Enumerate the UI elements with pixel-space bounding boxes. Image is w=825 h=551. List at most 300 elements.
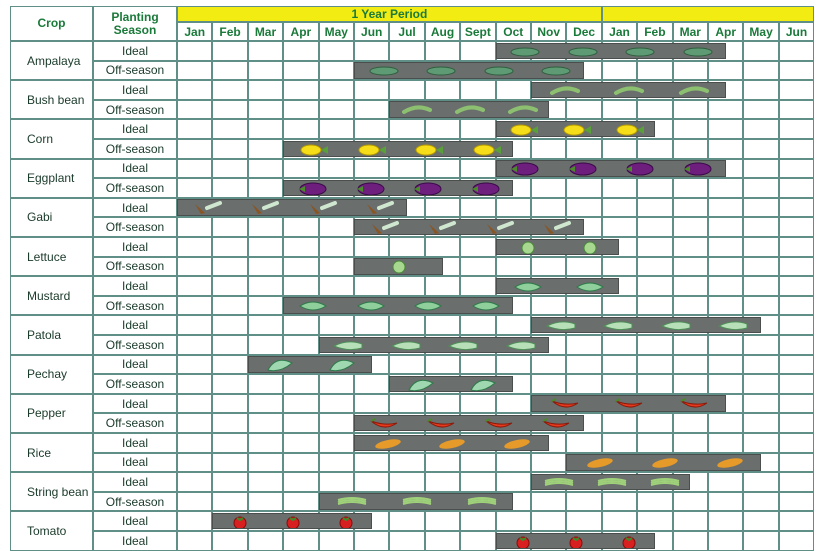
grid-cell	[460, 511, 495, 531]
eggplant-icon	[509, 161, 541, 177]
grid-cell	[425, 315, 460, 335]
crop-name-rice: Rice	[10, 433, 93, 472]
grid-cell	[743, 374, 778, 394]
ampalaya-icon	[567, 44, 599, 60]
grid-cell	[177, 178, 212, 198]
grid-cell	[496, 472, 531, 492]
grid-cell	[779, 198, 814, 218]
bean-pod-icon	[613, 83, 645, 99]
eggplant-icon	[470, 181, 502, 197]
grid-cell	[673, 413, 708, 433]
season-bar-rice-2	[566, 454, 761, 471]
grid-cell	[779, 100, 814, 120]
grid-cell	[779, 335, 814, 355]
season-bar-tomato-2	[496, 533, 655, 550]
pepper-icon	[483, 416, 515, 432]
grid-cell	[460, 355, 495, 375]
grid-cell	[602, 217, 637, 237]
grid-cell	[389, 315, 424, 335]
grid-cell	[779, 531, 814, 551]
eggplant-icon	[624, 161, 656, 177]
grid-cell	[602, 374, 637, 394]
grid-cell	[637, 296, 672, 316]
grid-cell	[779, 453, 814, 473]
grid-cell	[460, 198, 495, 218]
grid-cell	[779, 41, 814, 61]
grid-cell	[177, 335, 212, 355]
grid-cell	[743, 178, 778, 198]
gabi-icon	[248, 200, 280, 216]
grid-cell	[708, 119, 743, 139]
season-label-gabi-2: Off-season	[93, 217, 177, 237]
grid-cell	[566, 374, 601, 394]
season-label-mustard-1: Ideal	[93, 276, 177, 296]
grid-cell	[637, 198, 672, 218]
month-header-12: Dec	[566, 22, 601, 41]
grid-cell	[566, 178, 601, 198]
season-bar-string-bean-1	[531, 474, 690, 491]
grid-cell	[248, 159, 283, 179]
grid-cell	[283, 433, 318, 453]
grid-cell	[248, 119, 283, 139]
grid-cell	[212, 492, 247, 512]
grid-cell	[389, 119, 424, 139]
grid-cell	[248, 433, 283, 453]
grid-cell	[177, 61, 212, 81]
grid-cell	[248, 315, 283, 335]
grid-cell	[708, 139, 743, 159]
season-label-gabi-1: Ideal	[93, 198, 177, 218]
crop-name-pechay: Pechay	[10, 355, 93, 394]
corn-icon	[412, 142, 444, 158]
grid-cell	[283, 61, 318, 81]
grid-cell	[637, 100, 672, 120]
grid-cell	[389, 276, 424, 296]
month-header-9: Sept	[460, 22, 495, 41]
season-bar-bush-bean-2	[389, 101, 548, 118]
grid-cell	[425, 531, 460, 551]
gabi-icon	[191, 200, 223, 216]
grid-cell	[319, 433, 354, 453]
grid-cell	[743, 61, 778, 81]
crop-name-gabi: Gabi	[10, 198, 93, 237]
grid-cell	[708, 433, 743, 453]
grid-cell	[566, 139, 601, 159]
grid-cell	[637, 511, 672, 531]
month-header-8: Aug	[425, 22, 460, 41]
gabi-icon	[368, 220, 400, 236]
month-header-14: Feb	[637, 22, 672, 41]
grid-cell	[460, 159, 495, 179]
grid-cell	[248, 453, 283, 473]
grid-cell	[354, 41, 389, 61]
mustard-icon	[412, 298, 444, 314]
grid-cell	[602, 413, 637, 433]
ampalaya-icon	[483, 63, 515, 79]
tomato-icon	[507, 534, 539, 550]
grid-cell	[743, 335, 778, 355]
grid-cell	[743, 511, 778, 531]
grid-cell	[779, 296, 814, 316]
grid-cell	[212, 139, 247, 159]
grid-cell	[212, 374, 247, 394]
rice-grain-icon	[372, 436, 404, 452]
crop-column-header: Crop	[10, 6, 93, 41]
grid-cell	[283, 394, 318, 414]
month-header-11: Nov	[531, 22, 566, 41]
grid-cell	[319, 257, 354, 277]
eggplant-icon	[682, 161, 714, 177]
grid-cell	[248, 531, 283, 551]
planting-season-header-line1: Planting	[111, 9, 159, 24]
grid-cell	[779, 355, 814, 375]
mustard-icon	[574, 279, 606, 295]
grid-cell	[425, 237, 460, 257]
season-bar-corn-1	[496, 121, 655, 138]
grid-cell	[460, 80, 495, 100]
month-header-2: Feb	[212, 22, 247, 41]
season-label-pechay-1: Ideal	[93, 355, 177, 375]
grid-cell	[354, 276, 389, 296]
grid-cell	[283, 531, 318, 551]
grid-cell	[708, 217, 743, 237]
grid-cell	[779, 315, 814, 335]
grid-cell	[177, 159, 212, 179]
grid-cell	[283, 80, 318, 100]
crop-name-pepper: Pepper	[10, 394, 93, 433]
grid-cell	[708, 335, 743, 355]
grid-cell	[389, 41, 424, 61]
grid-cell	[531, 374, 566, 394]
pechay-icon	[467, 377, 499, 393]
grid-cell	[460, 276, 495, 296]
grid-cell	[602, 257, 637, 277]
grid-cell	[177, 433, 212, 453]
grid-cell	[708, 198, 743, 218]
season-bar-corn-2	[283, 141, 513, 158]
grid-cell	[248, 374, 283, 394]
grid-cell	[637, 433, 672, 453]
grid-cell	[708, 511, 743, 531]
grid-cell	[212, 159, 247, 179]
crop-name-string-bean: String bean	[10, 472, 93, 511]
crop-name-ampalaya: Ampalaya	[10, 41, 93, 80]
bean-pod-icon	[454, 102, 486, 118]
patola-icon	[717, 318, 749, 334]
mustard-icon	[355, 298, 387, 314]
grid-cell	[673, 119, 708, 139]
grid-cell	[389, 237, 424, 257]
grid-cell	[496, 198, 531, 218]
mustard-icon	[470, 298, 502, 314]
grid-cell	[531, 178, 566, 198]
grid-cell	[531, 296, 566, 316]
lettuce-icon	[512, 240, 544, 256]
grid-cell	[177, 276, 212, 296]
rice-grain-icon	[649, 455, 681, 471]
grid-cell	[673, 178, 708, 198]
grid-cell	[673, 296, 708, 316]
grid-cell	[637, 335, 672, 355]
grid-cell	[248, 276, 283, 296]
grid-cell	[248, 413, 283, 433]
grid-cell	[637, 276, 672, 296]
eggplant-icon	[567, 161, 599, 177]
crop-name-corn: Corn	[10, 119, 93, 158]
grid-cell	[743, 139, 778, 159]
grid-cell	[283, 159, 318, 179]
grid-cell	[708, 237, 743, 257]
corn-icon	[470, 142, 502, 158]
season-bar-eggplant-1	[496, 160, 726, 177]
grid-cell	[673, 374, 708, 394]
grid-cell	[708, 257, 743, 277]
grid-cell	[460, 453, 495, 473]
grid-cell	[319, 315, 354, 335]
grid-cell	[602, 355, 637, 375]
grid-cell	[743, 41, 778, 61]
grid-cell	[248, 41, 283, 61]
corn-icon	[507, 122, 539, 138]
grid-cell	[779, 492, 814, 512]
grid-cell	[743, 276, 778, 296]
grid-cell	[779, 433, 814, 453]
grid-cell	[177, 492, 212, 512]
grid-cell	[319, 119, 354, 139]
season-label-bush-bean-2: Off-season	[93, 100, 177, 120]
string-bean-icon	[336, 494, 368, 510]
crop-name-bush-bean: Bush bean	[10, 80, 93, 119]
grid-cell	[319, 61, 354, 81]
grid-cell	[566, 296, 601, 316]
grid-cell	[708, 413, 743, 433]
season-bar-bush-bean-1	[531, 82, 726, 99]
grid-cell	[673, 531, 708, 551]
grid-cell	[673, 355, 708, 375]
season-label-patola-1: Ideal	[93, 315, 177, 335]
tomato-icon	[613, 534, 645, 550]
patola-icon	[545, 318, 577, 334]
grid-cell	[743, 217, 778, 237]
grid-cell	[673, 335, 708, 355]
grid-cell	[212, 355, 247, 375]
grid-cell	[566, 257, 601, 277]
grid-cell	[743, 433, 778, 453]
grid-cell	[283, 413, 318, 433]
grid-cell	[531, 257, 566, 277]
mustard-icon	[512, 279, 544, 295]
grid-cell	[637, 237, 672, 257]
grid-cell	[779, 178, 814, 198]
patola-icon	[602, 318, 634, 334]
rice-grain-icon	[501, 436, 533, 452]
grid-cell	[283, 41, 318, 61]
season-label-bush-bean-1: Ideal	[93, 80, 177, 100]
rice-grain-icon	[714, 455, 746, 471]
crop-name-lettuce: Lettuce	[10, 237, 93, 276]
mustard-icon	[297, 298, 329, 314]
grid-cell	[212, 453, 247, 473]
grid-cell	[602, 61, 637, 81]
gabi-icon	[425, 220, 457, 236]
grid-cell	[779, 511, 814, 531]
grid-cell	[354, 453, 389, 473]
season-label-rice-2: Ideal	[93, 453, 177, 473]
grid-cell	[673, 511, 708, 531]
grid-cell	[708, 100, 743, 120]
grid-cell	[673, 237, 708, 257]
season-bar-tomato-1	[212, 513, 371, 530]
string-bean-icon	[466, 494, 498, 510]
grid-cell	[566, 198, 601, 218]
patola-icon	[505, 338, 537, 354]
patola-icon	[332, 338, 364, 354]
season-label-lettuce-1: Ideal	[93, 237, 177, 257]
grid-cell	[389, 531, 424, 551]
grid-cell	[743, 159, 778, 179]
grid-cell	[212, 237, 247, 257]
grid-cell	[354, 100, 389, 120]
grid-cell	[283, 237, 318, 257]
grid-cell	[212, 178, 247, 198]
pepper-icon	[678, 396, 710, 412]
grid-cell	[212, 61, 247, 81]
season-bar-ampalaya-2	[354, 62, 584, 79]
grid-cell	[779, 257, 814, 277]
grid-cell	[496, 453, 531, 473]
grid-cell	[248, 394, 283, 414]
grid-cell	[283, 453, 318, 473]
grid-cell	[425, 453, 460, 473]
grid-cell	[425, 41, 460, 61]
grid-cell	[602, 139, 637, 159]
month-header-5: May	[319, 22, 354, 41]
season-label-corn-1: Ideal	[93, 119, 177, 139]
grid-cell	[319, 159, 354, 179]
grid-cell	[460, 531, 495, 551]
crop-name-eggplant: Eggplant	[10, 159, 93, 198]
lettuce-icon	[574, 240, 606, 256]
corn-icon	[297, 142, 329, 158]
season-label-rice-1: Ideal	[93, 433, 177, 453]
season-bar-mustard-1	[496, 278, 620, 295]
corn-icon	[355, 142, 387, 158]
grid-cell	[248, 296, 283, 316]
year-period-header-extension	[602, 6, 814, 22]
grid-cell	[566, 335, 601, 355]
grid-cell	[743, 531, 778, 551]
grid-cell	[212, 41, 247, 61]
crop-name-patola: Patola	[10, 315, 93, 354]
lettuce-icon	[383, 259, 415, 275]
grid-cell	[319, 276, 354, 296]
season-bar-pepper-1	[531, 395, 726, 412]
pepper-icon	[368, 416, 400, 432]
grid-cell	[531, 139, 566, 159]
pechay-icon	[264, 357, 296, 373]
grid-cell	[212, 433, 247, 453]
grid-cell	[708, 531, 743, 551]
season-bar-pepper-2	[354, 415, 584, 432]
grid-cell	[708, 492, 743, 512]
planting-season-header-line2: Season	[113, 22, 157, 37]
year-period-header: 1 Year Period	[177, 6, 602, 22]
grid-cell	[248, 100, 283, 120]
grid-cell	[212, 531, 247, 551]
pechay-icon	[326, 357, 358, 373]
grid-cell	[708, 374, 743, 394]
bean-pod-icon	[401, 102, 433, 118]
grid-cell	[389, 394, 424, 414]
grid-cell	[743, 80, 778, 100]
grid-cell	[637, 61, 672, 81]
grid-cell	[425, 355, 460, 375]
tomato-icon	[560, 534, 592, 550]
grid-cell	[496, 257, 531, 277]
grid-cell	[389, 159, 424, 179]
patola-icon	[660, 318, 692, 334]
season-label-eggplant-2: Off-season	[93, 178, 177, 198]
grid-cell	[566, 511, 601, 531]
crop-name-mustard: Mustard	[10, 276, 93, 315]
season-label-string-bean-2: Off-season	[93, 492, 177, 512]
grid-cell	[212, 100, 247, 120]
grid-cell	[389, 355, 424, 375]
grid-cell	[425, 394, 460, 414]
grid-cell	[496, 511, 531, 531]
pepper-icon	[613, 396, 645, 412]
grid-cell	[708, 61, 743, 81]
gabi-icon	[483, 220, 515, 236]
grid-cell	[248, 61, 283, 81]
season-bar-pechay-1	[248, 356, 372, 373]
month-header-7: Jul	[389, 22, 424, 41]
season-label-tomato-1: Ideal	[93, 511, 177, 531]
corn-icon	[613, 122, 645, 138]
grid-cell	[460, 257, 495, 277]
grid-cell	[319, 80, 354, 100]
string-bean-icon	[596, 475, 628, 491]
grid-cell	[283, 257, 318, 277]
grid-cell	[283, 315, 318, 335]
month-header-4: Apr	[283, 22, 318, 41]
grid-cell	[602, 335, 637, 355]
season-bar-mustard-2	[283, 297, 513, 314]
season-label-pepper-1: Ideal	[93, 394, 177, 414]
season-bar-string-bean-2	[319, 493, 514, 510]
grid-cell	[602, 492, 637, 512]
season-bar-lettuce-2	[354, 258, 443, 275]
grid-cell	[779, 276, 814, 296]
grid-cell	[531, 355, 566, 375]
string-bean-icon	[401, 494, 433, 510]
grid-cell	[566, 492, 601, 512]
season-bar-pechay-2	[389, 376, 513, 393]
grid-cell	[673, 139, 708, 159]
month-header-17: May	[743, 22, 778, 41]
pepper-icon	[425, 416, 457, 432]
season-label-pechay-2: Off-season	[93, 374, 177, 394]
patola-icon	[390, 338, 422, 354]
grid-cell	[177, 296, 212, 316]
grid-cell	[212, 276, 247, 296]
rice-grain-icon	[584, 455, 616, 471]
grid-cell	[248, 335, 283, 355]
patola-icon	[447, 338, 479, 354]
grid-cell	[177, 413, 212, 433]
string-bean-icon	[543, 475, 575, 491]
grid-cell	[177, 453, 212, 473]
